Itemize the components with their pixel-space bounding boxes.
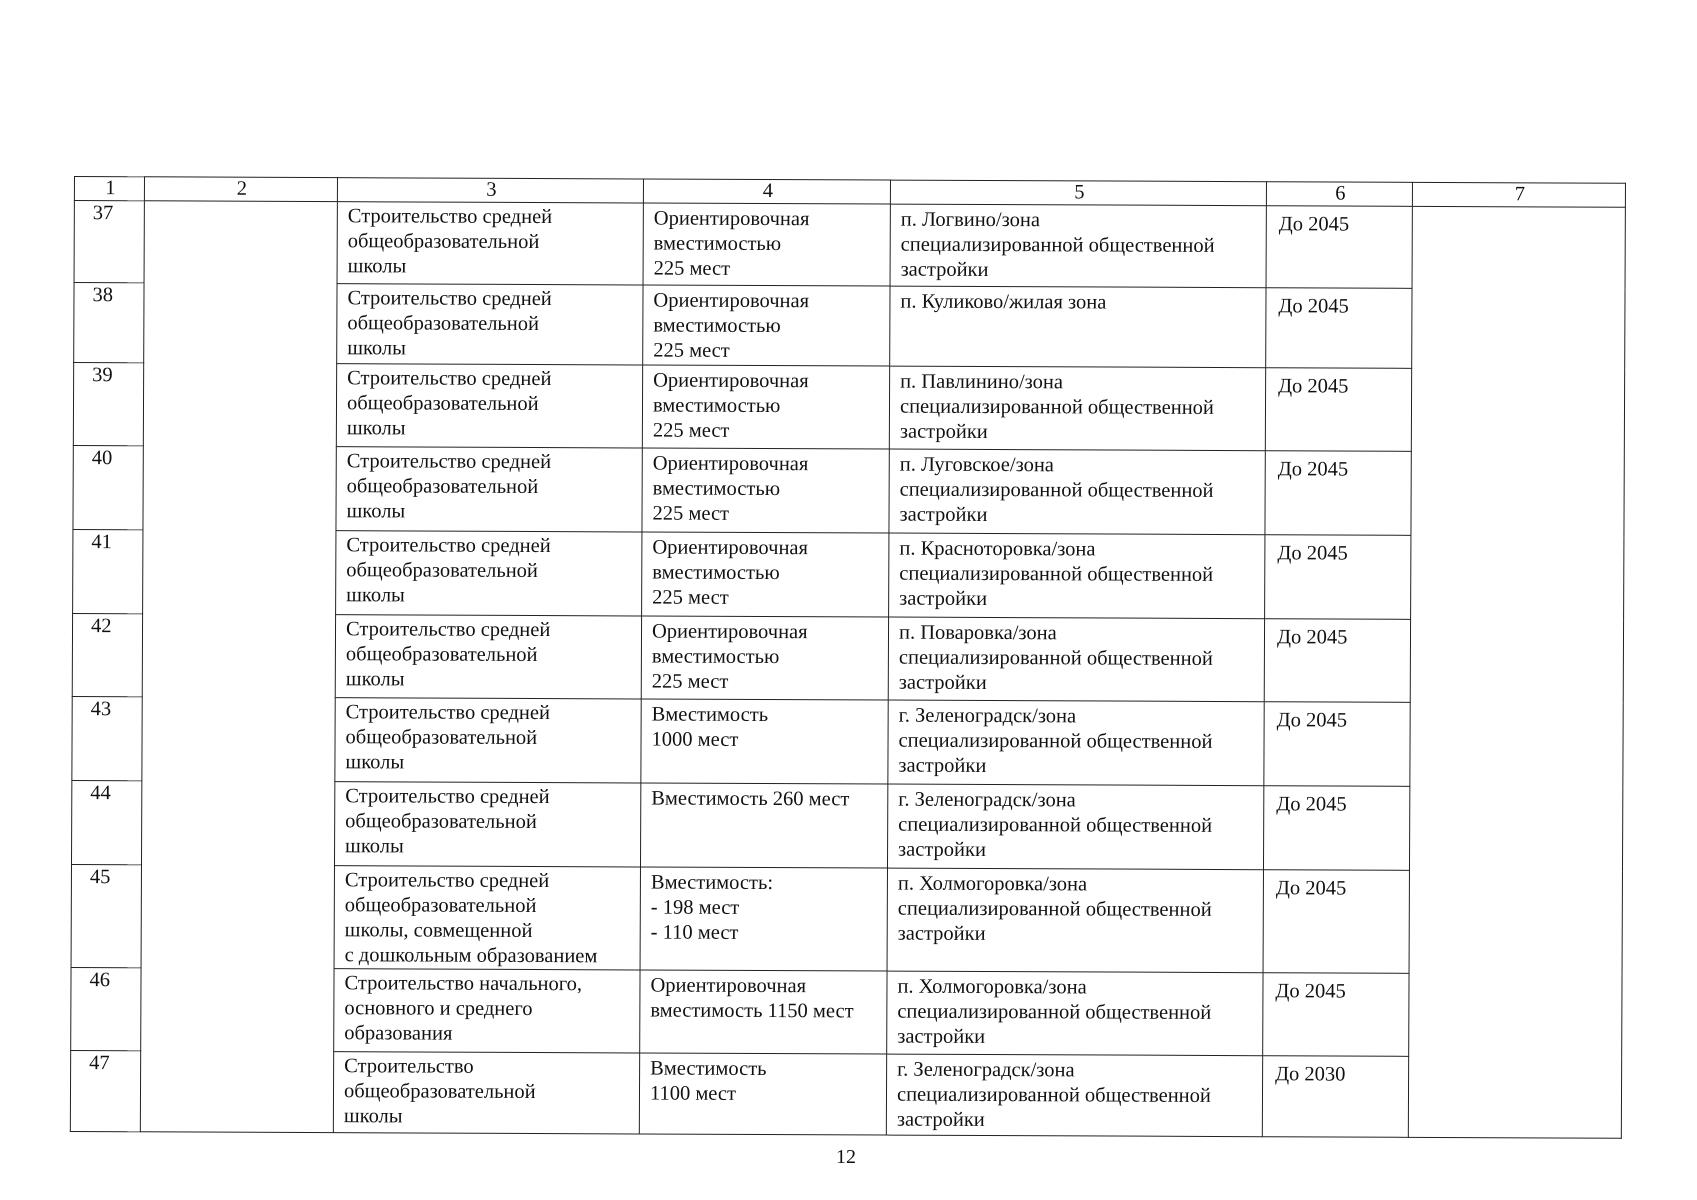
location: п. Логвино/зона специализированной общественной застройки <box>890 204 1266 288</box>
header-col-3: 3 <box>337 178 643 203</box>
capacity: Вместимость 1100 мест <box>639 1053 886 1135</box>
deadline: До 2045 <box>1265 535 1411 620</box>
deadline: До 2030 <box>1262 1056 1408 1138</box>
location: п. Поваровка/зона специализированной общественной застройки <box>888 617 1264 702</box>
header-col-4: 4 <box>643 179 890 204</box>
location: п. Красноторовка/зона специализированной общественной застройки <box>889 533 1265 619</box>
row-number: 38 <box>74 283 144 363</box>
object-name: Строительство средней общеобразовательной школы <box>334 782 640 867</box>
construction-table <box>70 176 1626 1139</box>
location: г. Зеленоградск/зона специализированной общественной застройки <box>886 1054 1262 1137</box>
location: п. Холмогоровка/зона специализированной общественной застройки <box>887 971 1263 1056</box>
capacity: Ориентировочная вместимостью 225 мест <box>642 532 889 617</box>
object-name: Строительство начального, основного и среднего образования <box>334 969 640 1053</box>
capacity: Ориентировочная вместимость 1150 мест <box>640 970 887 1054</box>
capacity: Ориентировочная вместимостью 225 мест <box>643 285 890 366</box>
deadline: До 2045 <box>1266 288 1412 369</box>
deadline: До 2045 <box>1263 870 1409 974</box>
deadline: До 2045 <box>1266 206 1412 289</box>
location: п. Холмогоровка/зона специализированной общественной застройки <box>887 868 1263 973</box>
capacity: Ориентировочная вместимостью 225 мест <box>641 616 888 700</box>
object-name: Строительство средней общеобразовательной школы <box>336 447 642 532</box>
row-number: 45 <box>71 864 141 967</box>
deadline: До 2045 <box>1263 786 1409 871</box>
deadline: До 2045 <box>1263 973 1409 1057</box>
deadline: До 2045 <box>1264 702 1410 787</box>
deadline: До 2045 <box>1265 451 1411 536</box>
column-2-merged-cell <box>140 201 337 1133</box>
row-number: 46 <box>71 967 141 1050</box>
row-number: 43 <box>72 696 142 780</box>
location: п. Куликово/жилая зона <box>890 286 1266 368</box>
header-col-5: 5 <box>890 180 1266 206</box>
location: п. Луговское/зона специализированной общественной застройки <box>889 449 1265 535</box>
capacity: Ориентировочная вместимостью 225 мест <box>642 448 889 533</box>
object-name: Строительство средней общеобразовательной школы <box>336 531 642 616</box>
capacity: Вместимость: - 198 мест - 110 мест <box>640 867 887 971</box>
capacity: Ориентировочная вместимостью 225 мест <box>642 365 889 449</box>
capacity: Ориентировочная вместимостью 225 мест <box>643 203 890 286</box>
row-number: 39 <box>73 363 143 446</box>
object-name: Строительство средней общеобразовательной школы <box>337 202 643 285</box>
header-col-6: 6 <box>1266 182 1412 207</box>
capacity: Вместимость 260 мест <box>640 783 887 868</box>
header-col-1: 1 <box>74 177 144 201</box>
capacity: Вместимость 1000 мест <box>641 699 888 784</box>
header-col-7: 7 <box>1412 182 1625 207</box>
table-row <box>74 201 1625 290</box>
header-col-2: 2 <box>144 177 337 202</box>
row-number: 37 <box>74 201 144 283</box>
page-number: 12 <box>836 1146 856 1168</box>
row-number: 47 <box>70 1050 140 1131</box>
row-number: 40 <box>73 445 143 529</box>
object-name: Строительство средней общеобразовательной школы <box>335 698 641 783</box>
row-number: 44 <box>71 780 141 864</box>
object-name: Строительство средней общеобразовательной школы <box>335 615 641 699</box>
location: г. Зеленоградск/зона специализированной общественной застройки <box>887 784 1263 870</box>
row-number: 41 <box>73 529 143 613</box>
object-name: Строительство средней общеобразовательной школы <box>337 284 643 365</box>
deadline: До 2045 <box>1265 368 1411 452</box>
column-7-merged-cell <box>1408 206 1625 1138</box>
location: п. Павлинино/зона специализированной общественной застройки <box>889 366 1265 451</box>
row-number: 42 <box>72 613 142 696</box>
object-name: Строительство средней общеобразовательной школы, совмещенной с дошкольным образованием <box>334 866 640 970</box>
object-name: Строительство средней общеобразовательной школы <box>336 364 642 448</box>
location: г. Зеленоградск/зона специализированной общественной застройки <box>888 700 1264 786</box>
object-name: Строительство общеобразовательной школы <box>333 1052 639 1134</box>
deadline: До 2045 <box>1264 619 1410 703</box>
